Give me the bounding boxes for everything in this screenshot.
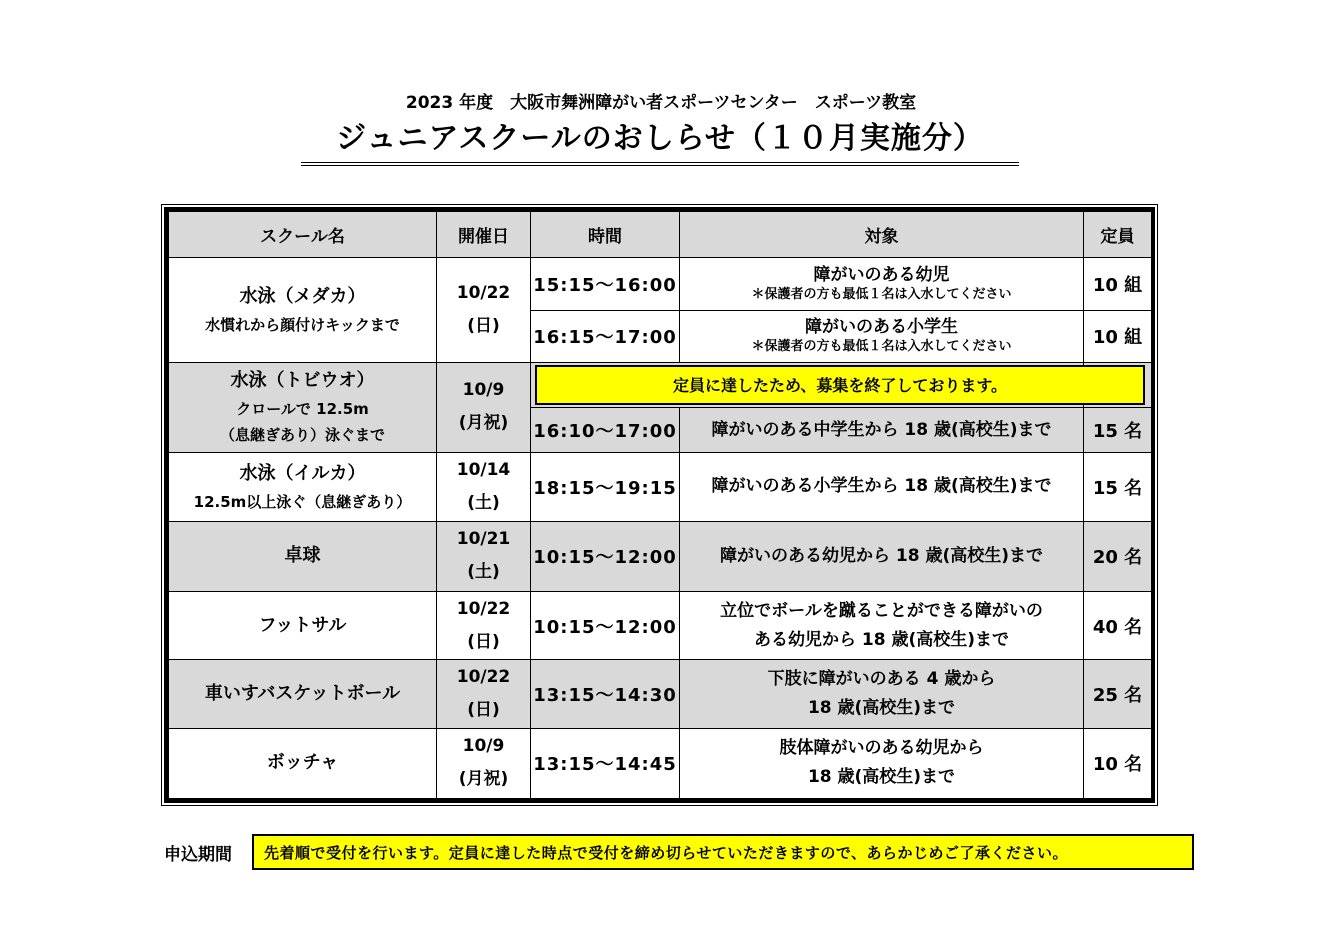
capacity-cell: 25 名: [1084, 660, 1152, 728]
time-cell: 13:15～14:45: [531, 728, 680, 798]
page-title-block: [301, 118, 1019, 166]
target-text: 18 歳(高校生)まで: [807, 697, 956, 718]
closed-notice: 定員に達したため、募集を終了しております。: [535, 365, 1145, 405]
capacity-cell: 15 名: [1084, 453, 1152, 521]
date-cell: [437, 362, 531, 452]
school-name-cell: フットサル: [169, 591, 437, 659]
header-time: 時間: [531, 212, 680, 258]
schedule-table-frame: [164, 207, 1155, 803]
target-cell: [680, 591, 1084, 659]
time-cell: 10:15～12:00: [531, 591, 680, 659]
date-cell: [437, 521, 531, 591]
target-cell: [680, 258, 1084, 310]
event-day: (土): [467, 492, 500, 513]
closed-notice-cell: [531, 362, 1084, 407]
target-text: 障がいのある幼児: [813, 264, 950, 285]
event-day: (月祝): [458, 769, 509, 790]
target-note: ＊保護者の方も最低１名は入水してください: [751, 339, 1012, 355]
target-cell: [680, 310, 1084, 362]
table-row: [169, 660, 1152, 728]
target-text: 立位でボールを蹴ることができる障がいの: [720, 600, 1043, 621]
event-day: (日): [467, 699, 500, 720]
date-cell: [437, 591, 531, 659]
header-target: 対象: [680, 212, 1084, 258]
event-day: (土): [467, 562, 500, 583]
table-row: [169, 258, 1152, 310]
event-date: 10/14: [456, 459, 511, 480]
target-cell: [680, 728, 1084, 798]
application-period-label: 申込期間: [164, 845, 232, 865]
target-text: 障がいのある小学生: [805, 317, 958, 338]
page-subtitle: 2023 年度 大阪市舞洲障がい者スポーツセンター スポーツ教室: [405, 93, 917, 113]
event-date: 10/22: [456, 598, 511, 619]
header-school-name: スクール名: [169, 212, 437, 258]
school-description: クロールで 12.5m: [236, 400, 369, 419]
date-cell: [437, 660, 531, 728]
time-cell: 13:15～14:30: [531, 660, 680, 728]
capacity-cell: 20 名: [1084, 521, 1152, 591]
event-day: (日): [467, 631, 500, 652]
school-name: 水泳（イルカ）: [239, 462, 366, 484]
event-day: (日): [467, 316, 500, 336]
school-name-cell: ボッチャ: [169, 728, 437, 798]
time-cell: 15:15～16:00: [531, 258, 680, 310]
school-description: 12.5m以上泳ぐ（息継ぎあり）: [193, 492, 412, 511]
target-text: 下肢に障がいのある 4 歳から: [767, 668, 996, 689]
time-cell: 18:15～19:15: [531, 453, 680, 521]
header-date: 開催日: [437, 212, 531, 258]
target-text: 18 歳(高校生)まで: [807, 767, 956, 788]
target-note: ＊保護者の方も最低１名は入水してください: [751, 286, 1012, 302]
target-cell: [680, 660, 1084, 728]
table-header-row: [169, 212, 1152, 258]
schedule-table: [168, 211, 1152, 799]
event-date: 10/9: [462, 736, 505, 757]
time-cell: 16:10～17:00: [531, 407, 680, 452]
school-description: 水慣れから顔付けキックまで: [205, 316, 400, 334]
school-name-cell: 卓球: [169, 521, 437, 591]
school-name: 水泳（メダカ）: [239, 286, 366, 307]
capacity-cell: 10 名: [1084, 728, 1152, 798]
table-row: [169, 521, 1152, 591]
target-cell: 障がいのある小学生から 18 歳(高校生)まで: [680, 453, 1084, 521]
target-cell: 障がいのある幼児から 18 歳(高校生)まで: [680, 521, 1084, 591]
table-row: [169, 362, 1152, 407]
capacity-cell: 40 名: [1084, 591, 1152, 659]
capacity-cell: 10 組: [1084, 258, 1152, 310]
school-description: （息継ぎあり）泳ぐまで: [219, 426, 385, 445]
event-date: 10/9: [462, 380, 505, 401]
event-date: 10/22: [456, 666, 511, 687]
table-row: [169, 591, 1152, 659]
page-title: ジュニアスクールのおしらせ（１０月実施分）: [336, 121, 984, 156]
table-row: [169, 728, 1152, 798]
date-cell: [437, 453, 531, 521]
school-name: 水泳（トビウオ）: [230, 370, 375, 392]
school-name-cell: [169, 258, 437, 363]
event-day: (月祝): [458, 413, 509, 434]
capacity-cell: 10 組: [1084, 310, 1152, 362]
school-name-cell: [169, 453, 437, 521]
table-row: [169, 453, 1152, 521]
time-cell: 10:15～12:00: [531, 521, 680, 591]
target-cell: 障がいのある中学生から 18 歳(高校生)まで: [680, 407, 1084, 452]
time-cell: 16:15～17:00: [531, 310, 680, 362]
capacity-cell: 15 名: [1084, 407, 1152, 452]
event-date: 10/22: [456, 283, 511, 303]
date-cell: [437, 728, 531, 798]
date-cell: [437, 258, 531, 363]
target-text: 肢体障がいのある幼児から: [779, 738, 984, 759]
event-date: 10/21: [456, 529, 511, 550]
header-capacity: 定員: [1084, 212, 1152, 258]
school-name-cell: 車いすバスケットボール: [169, 660, 437, 728]
application-notice: 先着順で受付を行います。定員に達した時点で受付を締め切らせていただきますので、あらかじめご了承ください。: [252, 834, 1194, 870]
target-text: ある幼児から 18 歳(高校生)まで: [753, 629, 1010, 650]
school-name-cell: [169, 362, 437, 452]
